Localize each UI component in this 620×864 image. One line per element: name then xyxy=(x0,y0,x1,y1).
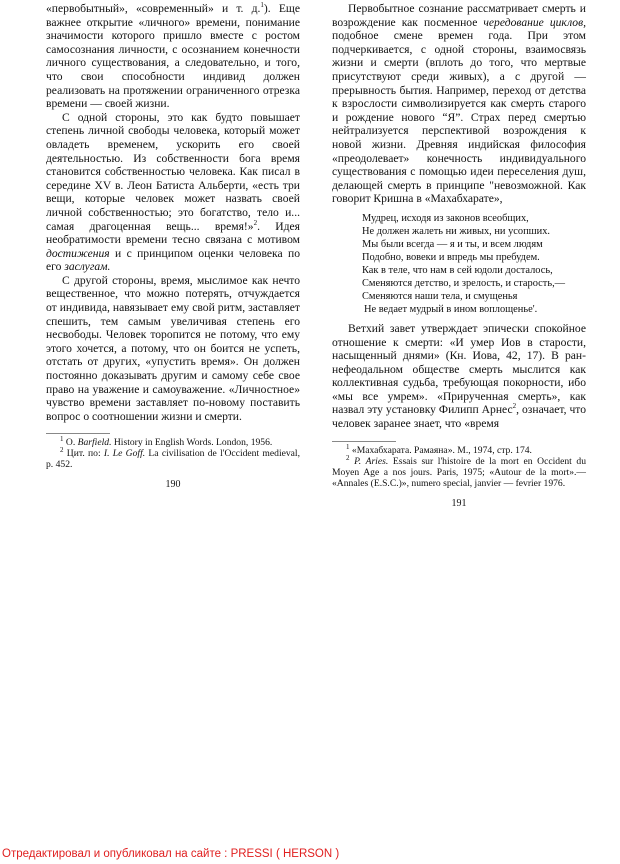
right-page xyxy=(332,2,586,510)
verse-quotation xyxy=(362,212,586,316)
footnote-text: «Махабхарата. Рамаяна». М., 1974, стр. 174. xyxy=(349,444,532,456)
verse-line: Не должен жалеть ни живых, ни усопших. xyxy=(362,225,550,237)
footnote-text: History in English Words. London, 1956. xyxy=(111,437,273,449)
footnote-author: I. Le Goff. xyxy=(103,448,146,460)
right-p1-text-b: подобное смене времен года. При этом подчеркивается, с одной стороны, взаимосвязь жизни и смерти (вплоть до того, что мертвые присутствуют среди живых), а с другой — прерывность бытия. Например, переход от детства к взрослости символизируется как смерть старого и рождение нового “Я”. Страх перед смертью нейтрализуется перспективой возрождения к новой жизни. Древняя индийская философия «преодолевает» конечность индивидуального существования с помощью идеи переселения душ, делающей смерть в принципе "невозможной. Как говорит Кришна в «Махабхарате», xyxy=(332,29,586,206)
page-number-left: 190 xyxy=(165,479,181,491)
footnote-text: O. xyxy=(63,437,78,449)
verse-line: Как в теле, что нам в сей юдоли досталось, xyxy=(362,264,553,276)
left-page xyxy=(46,2,300,492)
footnote-divider xyxy=(46,433,110,434)
footnote-ref-1: 1 xyxy=(260,1,264,10)
right-p1-emphasis: чередование циклов, xyxy=(483,15,586,29)
left-p2-emphasis-2: заслугам. xyxy=(64,260,111,274)
footnote-text: Цит. по: xyxy=(63,448,104,460)
right-p2-text-b: , означает, что человек заранее знает, что «время xyxy=(332,403,586,431)
footnote-divider xyxy=(332,441,396,442)
footnote-author: P. Aries. xyxy=(354,455,389,467)
verse-line: Мы были всегда — я и ты, и всем людям xyxy=(362,238,543,250)
footnote-ref-2: 2 xyxy=(253,218,258,227)
left-paragraph-2 xyxy=(46,111,300,274)
left-p1-text-b: ). Еще важнее открытие «личного» времени, понимание значимости которого пришло вместе с ростом самосознания личности, с осознанием конечности личного существования, а следовательно, и того, что свои способности индивид должен реализовать на протяжении ограниченного отрезка времени — своей жизни. xyxy=(46,2,300,111)
page-number-right: 191 xyxy=(451,497,467,509)
verse-line: Сменяются наши тела, и смущенья xyxy=(362,290,518,302)
verse-line: Мудрец, исходя из законов всеобщих, xyxy=(362,212,529,224)
footnote-ref-2: 2 xyxy=(512,402,517,411)
left-paragraph-1 xyxy=(46,2,300,111)
footnote-number: 2 xyxy=(60,446,64,455)
right-paragraph-2 xyxy=(332,322,586,431)
footnote-number: 1 xyxy=(346,442,350,451)
left-p2-text-b: . Идея необратимости времени тесно связана с мотивом xyxy=(46,219,300,247)
footnote-author: Barfield. xyxy=(77,437,112,449)
left-p2-text-a: С одной стороны, это как будто повышает степень личной свободы человека, который может овладеть временем, ускорить его своей деятельностью. Из собственности бога время становится собственностью человека. Как писал в середине XV в. Леон Батиста Альберти, «есть три вещи, которые человек может назвать своей личной собственностью; это богатство, тело и... самая драгоценная вещь... время!» xyxy=(46,110,300,233)
right-paragraph-1 xyxy=(332,2,586,206)
right-p2-text-a: Ветхий завет утверждает эпически спокойное отношение к смерти: «И умер Иов в старости, насыщенный днями» (Кн. Иова, 42, 17). В ран-нефеодальном обществе смерть мыслится как коллективная судьба, требующая покорности, ибо «мы все умрем». «Прирученная смерть», как назвал эту установку Филипп Арнес xyxy=(332,321,586,417)
left-p2-emphasis-1: достижения xyxy=(46,246,110,260)
left-footnote-2 xyxy=(46,448,300,470)
footnote-text: La civilisation de l'Occident medieval, p. 452. xyxy=(46,448,300,471)
right-footnote-2 xyxy=(332,453,586,489)
verse-line: Не ведает мудрый в ином воплощенье'. xyxy=(364,303,538,315)
editor-credit-footer: Отредактировал и опубликовал на сайте : PRESSI ( HERSON ) xyxy=(2,848,340,860)
left-p2-text-c: и с принципом оценки человека по его xyxy=(46,246,300,274)
right-p1-text-a: Первобытное сознание рассматривает смерть и возрождение как посменное xyxy=(332,2,586,29)
right-footnote-1 xyxy=(332,442,586,456)
footnote-text: Essais sur l'histoire de la mort en Occident du Moyen Age a nos jours. Paris, 1975; «Autour de la mort».— «Annales (E.S.C.)», numero special, janvier — fevrier 1976. xyxy=(332,455,586,489)
verse-line: Сменяются детство, и зрелость, и старость,— xyxy=(362,277,566,289)
left-footnote-1 xyxy=(46,437,300,448)
footnote-number: 2 xyxy=(346,453,350,462)
left-paragraph-3: С другой стороны, время, мыслимое как нечто вещественное, что можно потерять, отчуждается от индивида, навязывает ему свой ритм, заставляет спешить, тем самым увеличивая степень его несвободы. Человек торопится не потому, что ему этого хочется, а потому, что он боится не успеть, отстать от других, «упустить время». Он должен постоянно доказывать другим и самому себе свое право на уважение и самоуважение. «Личностное» чувство времени заставляет по-новому поставить вопрос о соотношении жизни и смерти. xyxy=(46,273,300,423)
left-p1-text-a: «первобытный», «современный» и т. д. xyxy=(46,2,261,15)
footnote-number: 1 xyxy=(60,435,64,444)
verse-line: Подобно, вовеки и впредь мы пребудем. xyxy=(362,251,540,263)
